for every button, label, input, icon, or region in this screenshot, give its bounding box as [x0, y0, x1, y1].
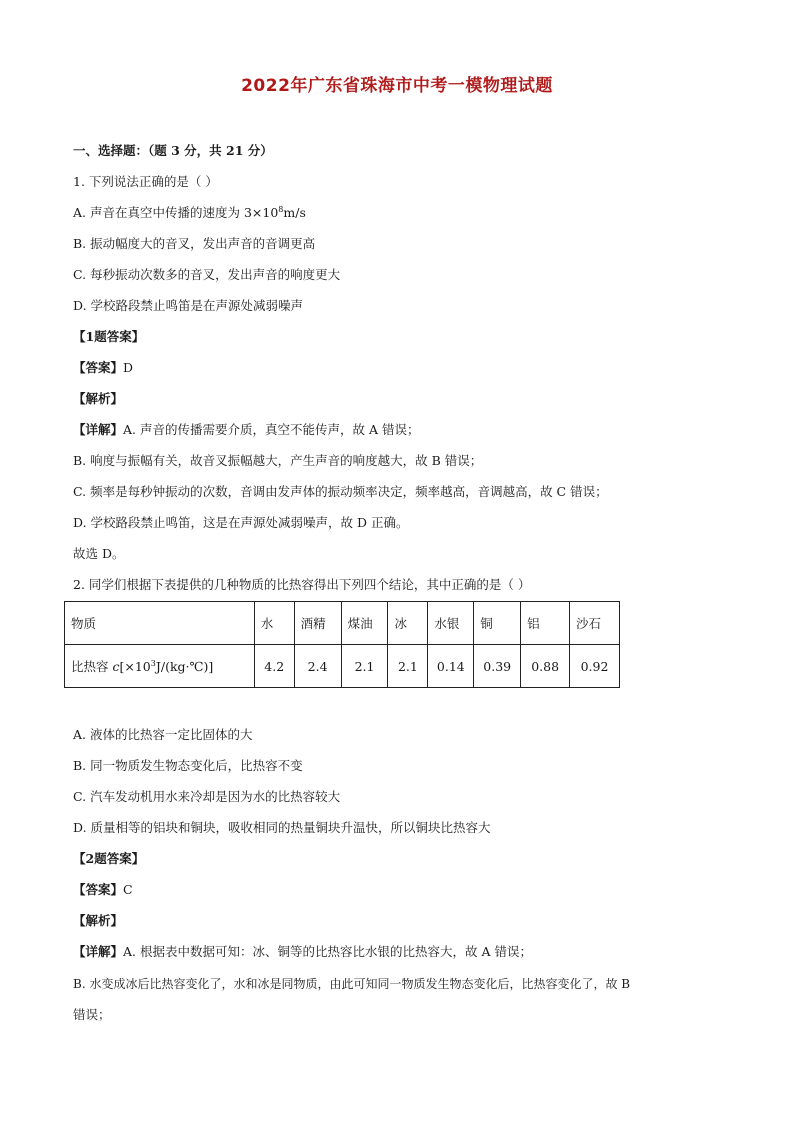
- question-1-answer: [73, 360, 133, 376]
- question-1-detail-a: [73, 422, 419, 438]
- question-2-option-b: B. 同一物质发生物态变化后，比热容不变: [73, 758, 303, 773]
- row-label-text: 比热容: [71, 659, 113, 674]
- question-2-answer-tag: 【2题答案】: [73, 851, 145, 866]
- table-header-cell: 物质: [65, 602, 255, 645]
- row-label-multiplier: [×10: [119, 659, 151, 674]
- question-2-answer: [73, 882, 133, 898]
- table-cell: 2.4: [294, 645, 341, 688]
- table-header-cell: 水银: [428, 602, 474, 645]
- table-header-cell: 煤油: [341, 602, 388, 645]
- question-2-option-d: D. 质量相等的铝块和铜块，吸收相同的热量铜块升温快，所以铜块比热容大: [73, 820, 491, 835]
- detail-label: 【详解】: [73, 944, 124, 959]
- question-2-detail-a: [73, 944, 532, 960]
- row-label-unit: J/(kg·℃)]: [155, 659, 214, 674]
- table-header-cell: 铜: [474, 602, 521, 645]
- table-header-cell: 冰: [388, 602, 428, 645]
- specific-heat-table: [64, 601, 620, 688]
- table-cell: 4.2: [254, 645, 294, 688]
- question-1-option-c: C. 每秒振动次数多的音叉，发出声音的响度更大: [73, 267, 341, 282]
- table-row-label: [65, 645, 255, 688]
- detail-text: A. 根据表中数据可知：冰、铜等的比热容比水银的比热容大，故 A 错误；: [123, 944, 532, 959]
- question-1-detail-b: B. 响度与振幅有关，故音叉振幅越大，产生声音的响度越大，故 B 错误；: [73, 453, 483, 468]
- answer-value: C: [123, 882, 133, 897]
- question-1-answer-tag: 【1题答案】: [73, 329, 145, 344]
- option-a-unit: m/s: [283, 205, 306, 220]
- answer-label: 【答案】: [73, 882, 124, 897]
- option-a-text: A. 声音在真空中传播的速度为 3×10: [73, 205, 279, 220]
- option-a-exponent: 8: [278, 204, 284, 214]
- table-header-cell: 沙石: [570, 602, 620, 645]
- table-header-row: [65, 602, 620, 645]
- row-label-exponent: 3: [150, 658, 156, 668]
- answer-label: 【答案】: [73, 360, 124, 375]
- question-1-detail-c: C. 频率是每秒钟振动的次数，音调由发声体的振动频率决定，频率越高，音调越高，故 C 错误；: [73, 484, 608, 499]
- question-1-detail-d: D. 学校路段禁止鸣笛，这是在声源处减弱噪声，故 D 正确。: [73, 515, 409, 530]
- detail-text: A. 声音的传播需要介质，真空不能传声，故 A 错误；: [123, 422, 420, 437]
- table-cell: 0.14: [428, 645, 474, 688]
- question-1-analysis-label: 【解析】: [73, 391, 124, 406]
- table-cell: 0.39: [474, 645, 521, 688]
- section-heading: 一、选择题：（题 3 分，共 21 分）: [73, 143, 273, 158]
- table-cell: 2.1: [388, 645, 428, 688]
- table-header-cell: 水: [254, 602, 294, 645]
- question-1-option-a: [73, 205, 306, 221]
- question-2-detail-b-line1: B. 水变成冰后比热容变化了，水和冰是同物质，由此可知同一物质发生物态变化后，比热容变化了，故 B: [73, 977, 631, 991]
- table-cell: 2.1: [341, 645, 388, 688]
- table-cell: 0.88: [521, 645, 570, 688]
- row-label-symbol: c: [112, 659, 120, 674]
- detail-label: 【详解】: [73, 422, 124, 437]
- table-header-cell: 铝: [521, 602, 570, 645]
- page-title: 2022年广东省珠海市中考一模物理试题: [241, 76, 553, 96]
- table-row: [65, 645, 620, 688]
- question-1-stem: 1. 下列说法正确的是（ ）: [73, 174, 218, 189]
- table-cell: 0.92: [570, 645, 620, 688]
- question-1-conclusion: 故选 D。: [73, 546, 125, 561]
- question-2-detail-b-line2: 错误；: [73, 1007, 111, 1022]
- question-1-option-b: B. 振动幅度大的音叉，发出声音的音调更高: [73, 236, 316, 251]
- question-2-stem: 2. 同学们根据下表提供的几种物质的比热容得出下列四个结论，其中正确的是（ ）: [73, 577, 531, 592]
- question-2-option-c: C. 汽车发动机用水来冷却是因为水的比热容较大: [73, 789, 341, 804]
- question-2-option-a: A. 液体的比热容一定比固体的大: [73, 727, 253, 742]
- table-header-cell: 酒精: [294, 602, 341, 645]
- question-2-analysis-label: 【解析】: [73, 913, 124, 928]
- question-1-option-d: D. 学校路段禁止鸣笛是在声源处减弱噪声: [73, 298, 304, 313]
- answer-value: D: [123, 360, 134, 375]
